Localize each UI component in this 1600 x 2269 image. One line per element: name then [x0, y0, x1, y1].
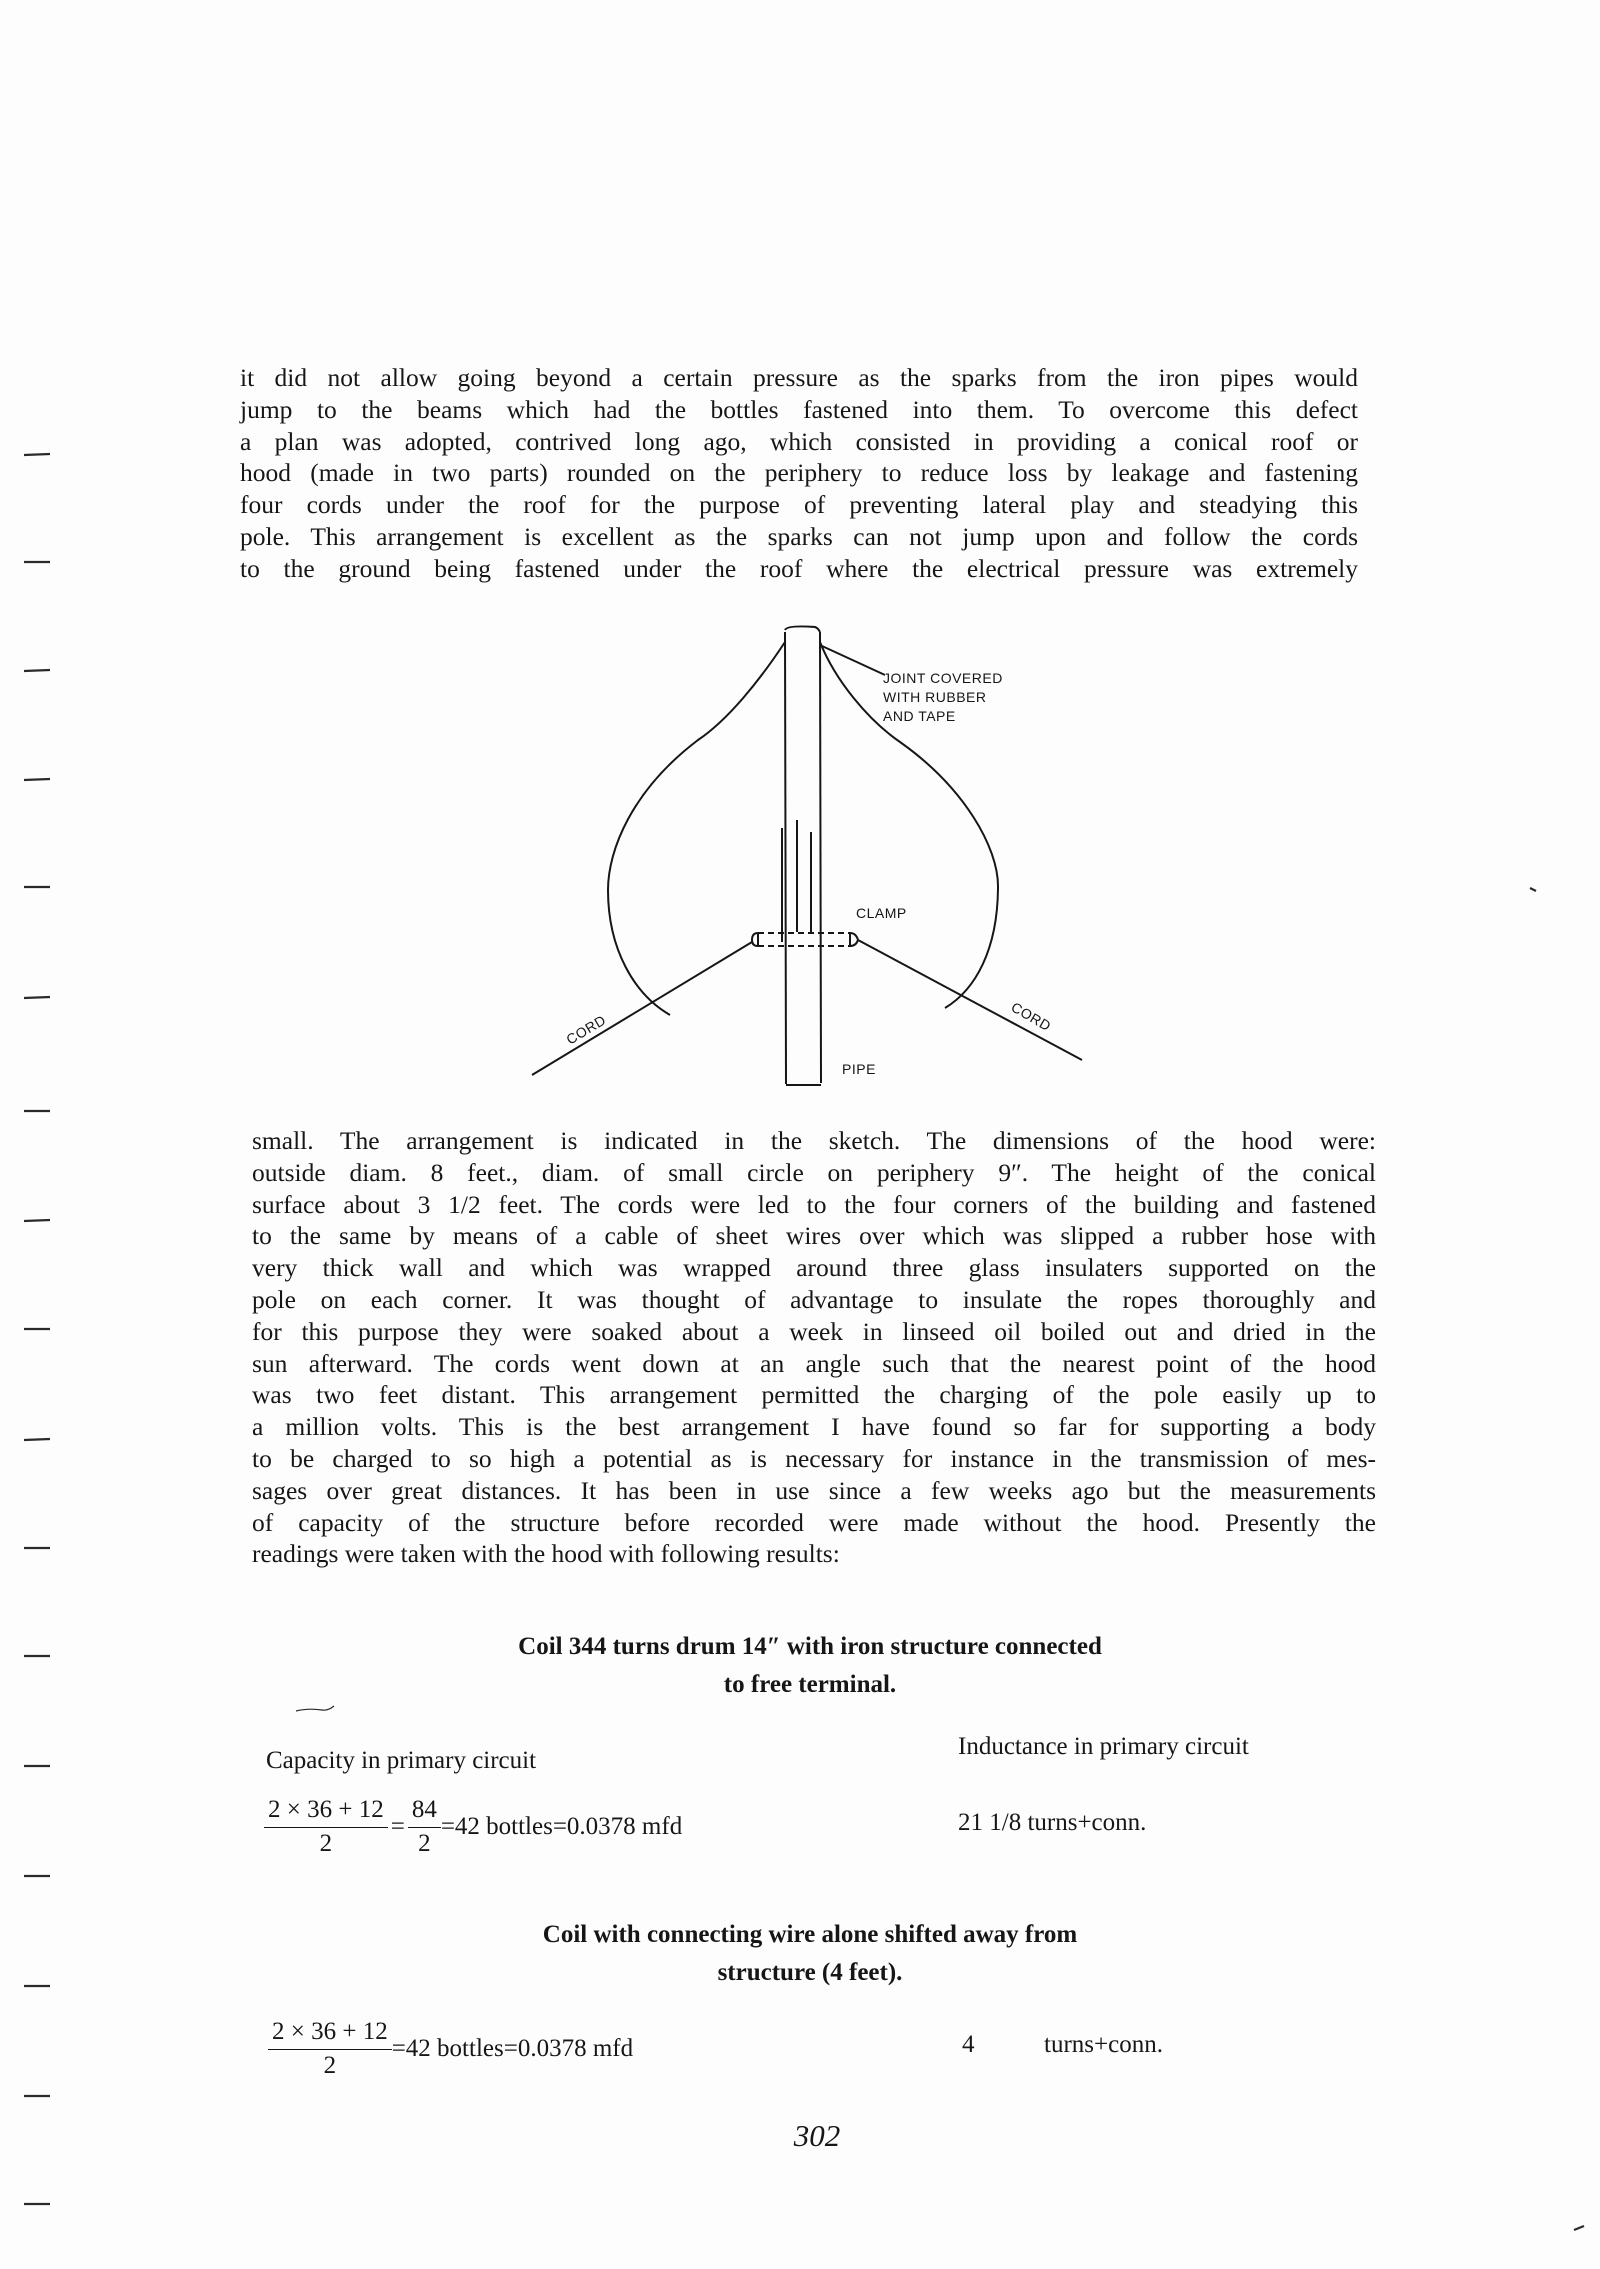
cord-left	[532, 942, 752, 1075]
text-line: for this purpose they were soaked about a week in linseed oil boiled out and dried in the	[252, 1316, 1376, 1346]
inductance-value: 21 1/8 turns+conn.	[958, 1809, 1147, 1836]
text-line: four cords under the roof for the purpose of preventing lateral play and steadying this	[240, 490, 1358, 520]
denominator: 2	[319, 1830, 333, 1857]
formula-result: =42 bottles=0.0378 mfd	[440, 1813, 683, 1840]
paragraph-1	[240, 362, 1358, 585]
fraction	[264, 1796, 388, 1858]
heading-line: Coil with connecting wire alone shifted away from	[542, 1921, 1078, 1948]
fraction	[268, 2018, 392, 2080]
label-joint-2: WITH RUBBER	[883, 689, 987, 705]
fraction	[408, 1796, 441, 1858]
text-line: sun afterward. The cords went down at an angle such that the nearest point of the hood	[252, 1348, 1376, 1378]
denominator: 2	[323, 2052, 337, 2079]
text-line: hood (made in two parts) rounded on the periphery to reduce loss by leakage and fastening	[240, 458, 1358, 488]
text-line: pole. This arrangement is excellent as the sparks can not jump upon and follow the cords	[240, 521, 1358, 551]
hood-sketch	[520, 620, 1100, 1100]
inductance-label: Inductance in primary circuit	[958, 1733, 1249, 1760]
label-clamp: CLAMP	[856, 905, 907, 921]
joint-leader	[822, 646, 885, 675]
text-line: to be charged to so high a potential as is necessary for instance in the transmission of mes-	[252, 1443, 1376, 1473]
numerator: 2 × 36 + 12	[264, 1796, 388, 1828]
clamp	[752, 933, 858, 946]
pipe-top-cap	[785, 626, 820, 632]
numerator: 2 × 36 + 12	[268, 2018, 392, 2050]
text-line: sages over great distances. It has been in use since a few weeks ago but the measurements	[252, 1475, 1376, 1505]
formula-result: =42 bottles=0.0378 mfd	[391, 2035, 634, 2062]
text-line: it did not allow going beyond a certain pressure as the sparks from the iron pipes would	[240, 363, 1358, 392]
text-line: to the same by means of a cable of sheet wires over which was slipped a rubber hose with	[252, 1221, 1376, 1251]
denominator: 2	[418, 1830, 431, 1857]
pipe-right-wall	[820, 632, 821, 1083]
text-line: outside diam. 8 feet., diam. of small circle on periphery 9″. The height of the conical	[252, 1157, 1376, 1187]
capacity-formula-1	[264, 1796, 682, 1858]
text-line: a plan was adopted, contrived long ago, which consisted in providing a conical roof or	[240, 426, 1358, 456]
heading-line: structure (4 feet).	[717, 1959, 903, 1986]
hood-left-curve	[608, 642, 785, 1015]
text-line: was two feet distant. This arrangement permitted the charging of the pole easily up to	[252, 1380, 1376, 1410]
heading-line: Coil 344 turns drum 14″ with iron structure connected	[518, 1633, 1102, 1660]
equals-sign: =	[390, 1813, 405, 1840]
text-line: to the ground being fastened under the roof where the electrical pressure was extremely	[240, 553, 1358, 583]
turns-text: turns+conn.	[1044, 2031, 1163, 2058]
text-line: a million volts. This is the best arrangement I have found so far for supporting a body	[252, 1412, 1376, 1442]
heading-line: to free terminal.	[723, 1671, 897, 1698]
label-cord-right: CORD	[1008, 998, 1054, 1035]
turns-number: 4	[962, 2031, 975, 2058]
label-cord-left: CORD	[563, 1011, 609, 1048]
label-pipe: PIPE	[842, 1061, 876, 1077]
capacity-label: Capacity in primary circuit	[266, 1747, 537, 1774]
section-2-heading	[0, 1916, 1600, 1992]
text-line: readings were taken with the hood with following results:	[252, 1539, 840, 1569]
paragraph-2	[252, 1125, 1376, 1570]
section-1-heading	[0, 1628, 1600, 1704]
text-line: very thick wall and which was wrapped around three glass insulaters supported on the	[252, 1253, 1376, 1283]
text-line: of capacity of the structure before recorded were made without the hood. Presently the	[252, 1507, 1376, 1537]
page-number: 302	[793, 2118, 841, 2153]
text-line: small. The arrangement is indicated in the sketch. The dimensions of the hood were:	[252, 1126, 1376, 1155]
cord-right	[858, 940, 1082, 1060]
text-line: surface about 3 1/2 feet. The cords were led to the four corners of the building and fastened	[252, 1189, 1376, 1219]
capacity-formula-2	[268, 2018, 633, 2080]
pipe-left-wall	[785, 632, 786, 1084]
label-joint-1: JOINT COVERED	[883, 670, 1003, 686]
text-line: jump to the beams which had the bottles fastened into them. To overcome this defect	[240, 394, 1358, 424]
text-line: pole on each corner. It was thought of advantage to insulate the ropes thoroughly and	[252, 1284, 1376, 1314]
numerator: 84	[408, 1796, 441, 1828]
label-joint-3: AND TAPE	[883, 708, 956, 724]
